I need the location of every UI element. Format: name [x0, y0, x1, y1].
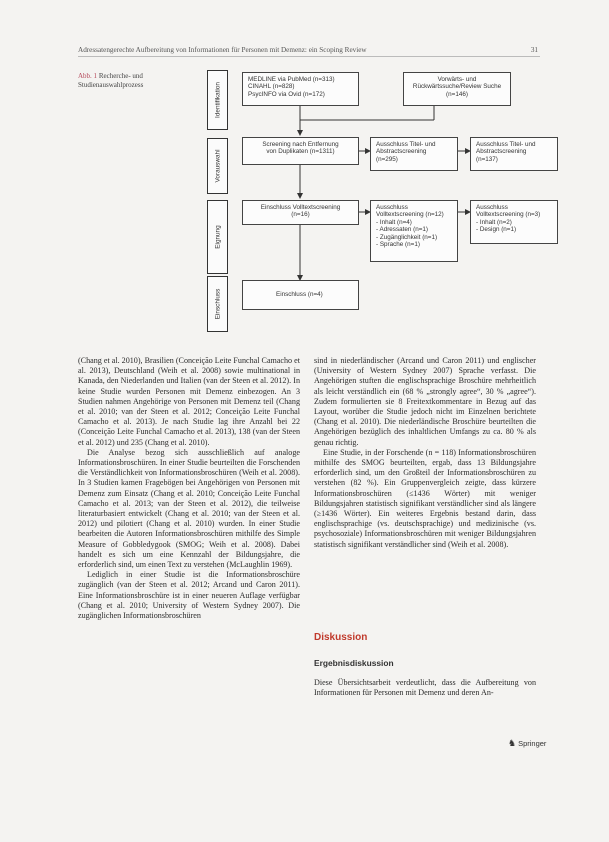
- paragraph: Lediglich in einer Studie ist die Informationsbroschüre zugänglich (van der Steen et al. 2012; Arcand und Caron 2011). Eine Informationsbroschüre ist in einer neueren Auflage verfügbar (Chang et al. 2010; University of Western Sydney 2007). Die zugänglichen Informationsbroschüren: [78, 570, 300, 621]
- publisher-logo: [508, 738, 546, 749]
- publisher-name: Springer: [518, 739, 547, 748]
- phase-eignung: Eignung: [207, 200, 228, 274]
- paragraph: Eine Studie, in der Forschende (n = 118) Informationsbroschüren mithilfe des SMOG beurteilten, ergab, dass 13 Bildungsjahre erforderlich sind, um den Großteil der Informationsbroschüren zu verstehen (82 %). Ein Gruppenvergleich zeigte, dass kürzere Informationsbroschüren (≤1436 Wörter) mit weniger Bildungsjahren statistisch signifikant verständlicher sind als längere (≥1436 Wörter). Ein weiteres Ergebnis bestand darin, dass englischsprachige (vs. deutschsprachige) und medizinische (vs. psychosoziale) Informationsbroschüren mit weniger Bildungsjahren statistisch signifikant verständlicher sind (Weih et al. 2008).: [314, 447, 536, 549]
- left-text-column: [78, 356, 300, 621]
- phase-identifikation: Identifikation: [207, 70, 228, 130]
- excluded-abstract-box-1: Ausschluss Titel- und Abstractscreening (n=295): [370, 137, 458, 171]
- springer-horse-icon: ♞: [508, 738, 517, 748]
- section-heading: Diskussion: [314, 632, 368, 643]
- dedup-screening-box: Screening nach Entfernung von Duplikaten (n=1311): [242, 137, 359, 165]
- paragraph: sind in niederländischer (Arcand und Caron 2011) und englischer (University of Western Sydney 2007) Sprache verfasst. Die Angehörigen stuften die englischsprachige Broschüre mehrheitlich als leicht verständlich ein (68 % „strongly agree“, 30 % „agree“). Zudem formulierten sie 8 Freitextkommentare in Bezug auf das Layout, worüber die Studie jedoch nicht im Einzelnen berichtete (Chang et al. 2010). Die niederländische Broschüre beurteilten die Angehörigen bezüglich des inhaltlichen Umfangs zu ca. 80 % als genau richtig.: [314, 356, 536, 447]
- excluded-abstract-box-2: Ausschluss Titel- und Abstractscreening (n=137): [470, 137, 558, 171]
- figure-label: Abb. 1: [78, 72, 98, 80]
- handsearch-box: Vorwärts- und Rückwärtssuche/Review Suche (n=146): [403, 72, 511, 106]
- excluded-fulltext-box-2: Ausschluss Volltextscreening (n=3) - Inhalt (n=2) - Design (n=1): [470, 200, 558, 244]
- phase-einschluss: Einschluss: [207, 276, 228, 332]
- figure-caption-text: Recherche- und Studienauswahlprozess: [78, 72, 144, 89]
- paragraph: (Chang et al. 2010), Brasilien (Conceição Leite Funchal Camacho et al. 2013), Deutschland (Weih et al. 2008) sowie multinational in Kanada, den Niederlanden und Italien (van der Steen et al. 2012). In keine Studie wurden Personen mit Demenz einbezogen. An 3 Studien nahmen Angehörige von Personen mit Demenz teil (Chang et al. 2010; van der Steen et al. 2012; Conceição Leite Funchal Camacho et al. 2013). Je nach Studie lag ihre Anzahl bei 22 (Conceição Leite Funchal Camacho et al. 2013), 138 (van der Steen et al. 2012) und 235 (Chang et al. 2010).: [78, 356, 300, 447]
- included-box: Einschluss (n=4): [242, 280, 359, 310]
- paragraph: Die Analyse bezog sich ausschließlich auf analoge Informationsbroschüren. In einer Studie beurteilten die Forschenden die Verständlichkeit von Informationsbroschüren (Weih et al. 2008). In 3 Studien kamen Fragebögen bei Angehörigen von Personen mit Demenz zum Einsatz (Chang et al. 2010; Conceição Leite Funchal Camacho et al. 2013; van der Steen et al. 2012), die teilweise literaturbasiert entwickelt (Chang et al. 2010; van der Steen et al. 2012) und pilotiert (Chang et al. 2010) wurden. In einer Studie bearbeiten die Autoren Informationsbroschüren mithilfe des Simple Measure of Gobbledygook (SMOG; Weih et al. 2008). Dabei handelt es sich um eine Kennzahl der Bildungsjahre, die erforderlich sind, um einen Text zu verstehen (McLaughlin 1969).: [78, 447, 300, 570]
- fulltext-included-box: Einschluss Volltextscreening (n=16): [242, 200, 359, 225]
- phase-vorauswahl: Vorauswahl: [207, 138, 228, 194]
- right-text-column: [314, 356, 536, 550]
- excluded-fulltext-box-1: Ausschluss Volltextscreening (n=12) - Inhalt (n=4) - Adressaten (n=1) - Zugänglichkeit (n=1) - Sprache (n=1): [370, 200, 458, 262]
- subsection-heading: Ergebnisdiskussion: [314, 658, 394, 668]
- running-title: Adressatengerechte Aufbereitung von Informationen für Personen mit Demenz: ein Scoping Review: [78, 46, 367, 54]
- databases-box: MEDLINE via PubMed (n=313) CINAHL (n=828) PsycINFO via Ovid (n=172): [242, 72, 359, 106]
- section-text: Diese Übersichtsarbeit verdeutlicht, dass die Aufbereitung von Informationen für Personen mit Demenz und deren An-: [314, 678, 536, 698]
- page-number: 31: [530, 46, 538, 54]
